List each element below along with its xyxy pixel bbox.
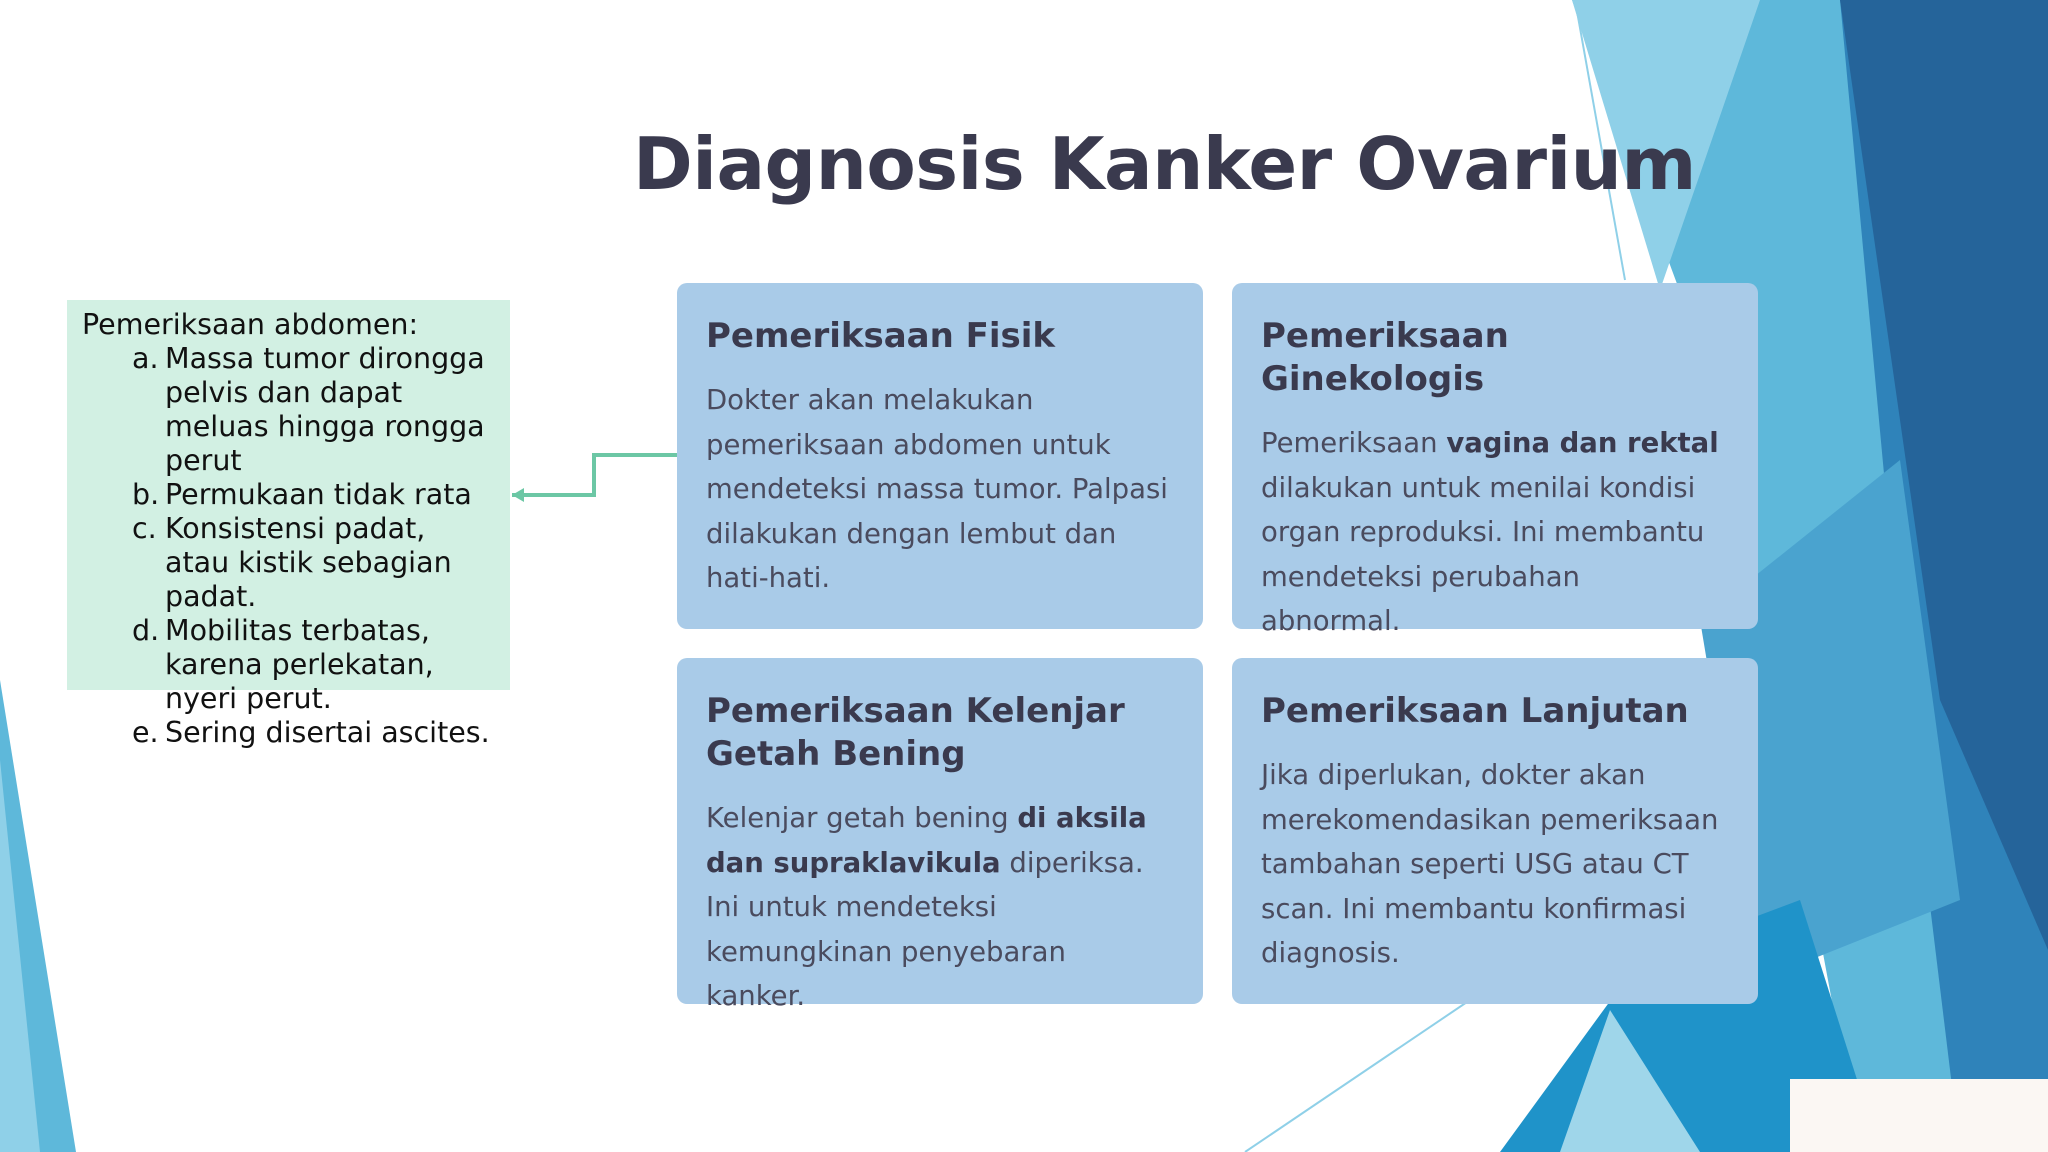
card-title: Pemeriksaan Kelenjar Getah Bening — [706, 691, 1125, 774]
card-pemeriksaan-ginekologis — [1232, 283, 1758, 637]
connector-line — [512, 455, 677, 495]
card-body-text: Kelenjar getah bening — [706, 802, 1018, 834]
list-text: Permukaan tidak rata — [165, 478, 472, 511]
list-item — [132, 716, 498, 750]
card-pemeriksaan-fisik — [677, 283, 1203, 629]
card-title: Pemeriksaan Fisik — [706, 316, 1056, 356]
card-body-emphasis: vagina dan rektal — [1446, 427, 1719, 459]
card-body-emphasis: di aksila dan supraklavikula — [706, 802, 1147, 879]
list-marker: c. — [132, 512, 157, 545]
list-item — [132, 512, 498, 614]
card-title: Pemeriksaan Ginekologis — [1261, 316, 1509, 399]
list-text: Sering disertai ascites. — [165, 716, 490, 749]
card-pemeriksaan-kelenjar — [677, 658, 1203, 1012]
list-marker: d. — [132, 614, 160, 647]
card-pemeriksaan-lanjutan — [1232, 658, 1758, 1004]
list-marker: a. — [132, 342, 159, 375]
card-body: Dokter akan melakukan pemeriksaan abdomen untuk mendeteksi massa tumor. Palpasi dilakukan dengan lembut dan hati-hati. — [706, 384, 1168, 594]
card-body-text: dilakukan untuk menilai kondisi organ reproduksi. Ini membantu mendeteksi perubahan abnormal. — [1261, 471, 1705, 637]
abdomen-notes — [67, 300, 510, 749]
bg-line-2 — [1245, 1000, 1470, 1152]
page-title: Diagnosis Kanker Ovarium — [633, 122, 1696, 206]
notes-list — [82, 342, 498, 750]
connector-arrow — [500, 440, 690, 510]
list-text: Konsistensi padat, atau kistik sebagian padat. — [165, 512, 452, 613]
card-title: Pemeriksaan Lanjutan — [1261, 691, 1689, 731]
list-item — [132, 342, 498, 478]
corner-overlay — [1790, 1079, 2048, 1152]
list-item — [132, 614, 498, 716]
card-body — [706, 796, 1173, 1019]
arrowhead-icon — [512, 488, 524, 502]
card-body-text: diperiksa. Ini untuk mendeteksi kemungkinan penyebaran kanker. — [706, 846, 1144, 1012]
card-body: Jika diperlukan, dokter akan merekomendasikan pemeriksaan tambahan seperti USG atau CT scan. Ini membantu konfirmasi diagnosis. — [1261, 759, 1719, 969]
list-text: Massa tumor dirongga pelvis dan dapat meluas hingga rongga perut — [165, 342, 485, 477]
card-body — [1261, 421, 1728, 644]
list-marker: e. — [132, 716, 159, 749]
card-body-text: Pemeriksaan — [1261, 427, 1447, 459]
list-text: Mobilitas terbatas, karena perlekatan, nyeri perut. — [165, 614, 434, 715]
list-item — [132, 478, 498, 512]
list-marker: b. — [132, 478, 160, 511]
notes-heading: Pemeriksaan abdomen: — [82, 308, 419, 341]
